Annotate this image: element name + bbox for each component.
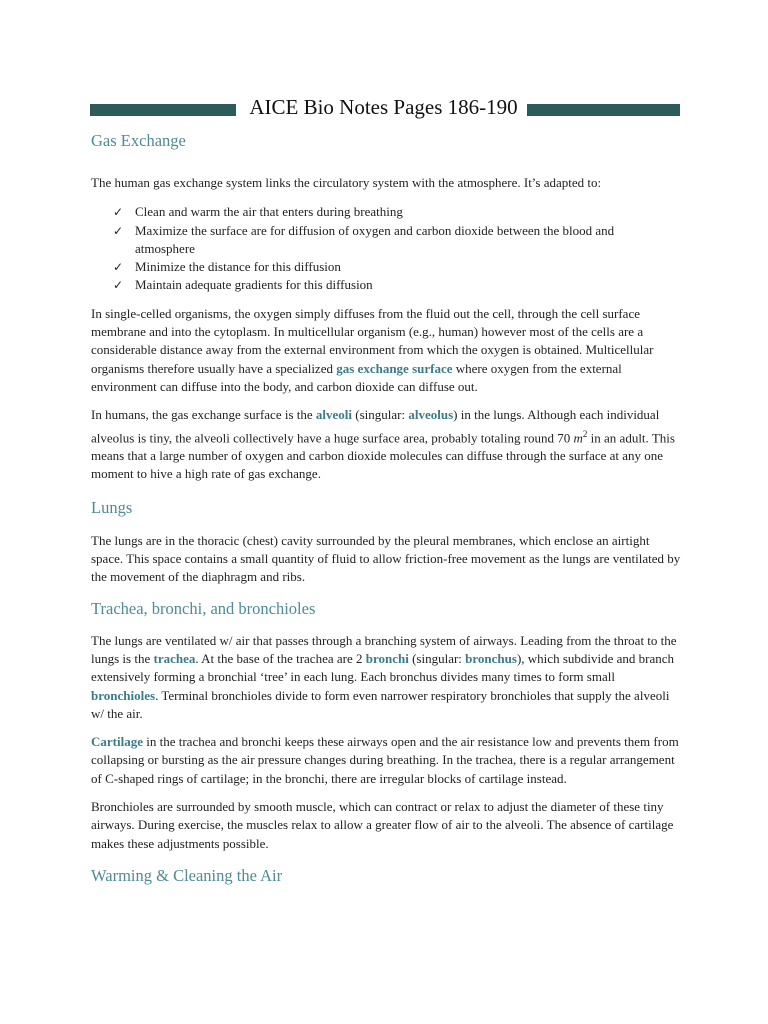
trachea-paragraph-2: Cartilage in the trachea and bronchi keeps these airways open and the air resistance low and prevents them from collapsing or bursting as the air pressure changes during breathing. In the trachea, there is a regular arrangement of C-shaped rings of cartilage; in the bronchi, there are irregular blocks of cartilage instead. — [91, 734, 679, 786]
title-bar-right — [527, 104, 680, 116]
term-gas-exchange-surface: gas exchange surface — [336, 360, 453, 376]
term-bronchus: bronchus — [465, 650, 517, 666]
term-trachea: trachea — [153, 650, 196, 666]
title-row — [90, 94, 680, 122]
lungs-paragraph-1: The lungs are in the thoracic (chest) cavity surrounded by the pleural membranes, which enclose an airtight space. This space contains a small quantity of fluid to allow friction-free movement as the lungs are ventilated by the movement of the diaphragm and ribs. — [91, 532, 681, 585]
term-alveolus: alveolus — [408, 407, 454, 423]
term-bronchi: bronchi — [365, 650, 409, 666]
gas-exchange-intro: The human gas exchange system links the circulatory system with the atmosphere. It’s adapted to: — [91, 175, 602, 190]
document-body — [91, 131, 681, 886]
check-icon: ✓ — [113, 223, 124, 238]
check-icon: ✓ — [113, 205, 124, 220]
gas-exchange-paragraph-2: In single-celled organisms, the oxygen simply diffuses from the fluid out the cell, through the cell surface membrane and into the cytoplasm. In multicellular organism (e.g., human) however most of the cells are a considerable distance away from the external environment from which the oxygen is obtained. Multicellular organisms therefore usually have a specialized gas exchange surface where oxygen from the external environment can diffuse into the body, and carbon dioxide can diffuse out. — [91, 305, 654, 394]
list-item: ✓ Maximize the surface are for diffusion of oxygen and carbon dioxide between the blood and atmosphere — [113, 222, 615, 256]
list-item: ✓ Maintain adequate gradients for this diffusion — [113, 276, 681, 294]
term-alveoli: alveoli — [315, 407, 353, 423]
heading-trachea: Trachea, bronchi, and bronchioles — [91, 598, 316, 618]
heading-warming: Warming & Cleaning the Air — [91, 865, 283, 885]
list-item: ✓ Minimize the distance for this diffusion — [113, 258, 681, 276]
term-bronchioles: bronchioles — [91, 687, 156, 703]
heading-lungs: Lungs — [91, 497, 133, 517]
trachea-paragraph-1: The lungs are ventilated w/ air that passes through a branching system of airways. Leading from the throat to the lungs is the trachea. At the base of the trachea are 2 bronchi (singular: bronchus), which subdivide and branch extensively forming a bronchial ‘tree’ in each lung. Each bronchus divides many times to form small bronchioles. Terminal bronchioles divide to form even narrower respiratory bronchioles that supply the alveoli w/ the air. — [91, 632, 677, 721]
check-icon: ✓ — [113, 260, 124, 275]
check-icon: ✓ — [113, 278, 124, 293]
term-cartilage: Cartilage — [91, 734, 143, 750]
page-title: AICE Bio Notes Pages 186-190 — [249, 95, 518, 119]
unit-m: m — [573, 429, 583, 445]
gas-exchange-paragraph-3: In humans, the gas exchange surface is the alveoli (singular: alveolus) in the lungs. Although each individual alveolus is tiny, the alveoli collectively have a huge surface area, probably totaling round 70 $m^2$ in an adult. This means that a large number of oxygen and carbon dioxide molecules can diffuse through the surface at any one moment to hive a high rate of gas exchange. — [91, 407, 675, 482]
title-bar-left — [90, 104, 236, 116]
list-item: ✓ Clean and warm the air that enters during breathing — [113, 203, 681, 221]
adaptation-list — [91, 203, 681, 294]
heading-gas-exchange: Gas Exchange — [91, 131, 186, 150]
trachea-paragraph-3: Bronchioles are surrounded by smooth muscle, which can contract or relax to adjust the diameter of these tiny airways. During exercise, the muscles relax to allow a greater flow of air to the alveoli. The absence of cartilage makes these adjustments possible. — [91, 799, 674, 851]
unit-exponent: 2 — [582, 428, 588, 439]
